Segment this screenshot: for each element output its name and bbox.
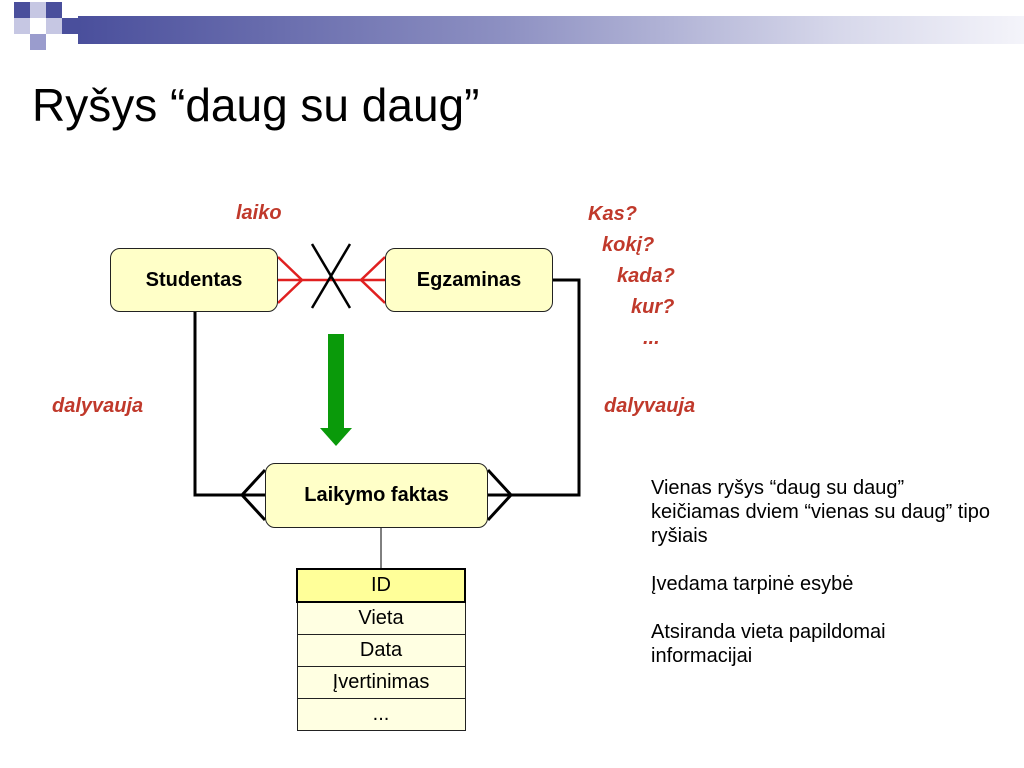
deleted-relation-cross bbox=[312, 244, 350, 308]
note-paragraph: Įvedama tarpinė esybė bbox=[651, 573, 854, 595]
relation-label-dalyvauja-left: dalyvauja bbox=[52, 395, 144, 417]
question-item: ... bbox=[643, 327, 660, 349]
note-paragraph: Vienas ryšys “daug su daug” keičiamas dviem “vienas su daug” tipo ryšiais bbox=[651, 477, 991, 547]
link-egzaminas-faktas bbox=[488, 280, 579, 520]
attribute-cell: Vieta bbox=[297, 602, 465, 635]
table-row bbox=[297, 699, 465, 731]
attribute-table bbox=[296, 568, 466, 731]
relation-label-laiko: laiko bbox=[236, 202, 282, 224]
question-item: kur? bbox=[631, 296, 675, 318]
slide-title: Ryšys “daug su daug” bbox=[32, 79, 480, 131]
question-item: Kas? bbox=[588, 203, 637, 225]
relation-label-dalyvauja-right: dalyvauja bbox=[604, 395, 696, 417]
transform-arrow-icon bbox=[320, 334, 352, 446]
entity-egzaminas bbox=[385, 248, 553, 312]
note-paragraph: Atsiranda vieta papildomai informacijai bbox=[651, 621, 886, 667]
link-studentas-faktas bbox=[195, 312, 265, 520]
attribute-primary-key: ID bbox=[297, 569, 465, 602]
entity-egzaminas-label: Egzaminas bbox=[416, 268, 522, 291]
explanation-notes bbox=[651, 476, 991, 692]
entity-studentas-label: Studentas bbox=[145, 268, 243, 291]
table-row bbox=[297, 635, 465, 667]
entity-studentas bbox=[110, 248, 278, 312]
attribute-cell: Įvertinimas bbox=[297, 667, 465, 699]
attribute-cell: Data bbox=[297, 635, 465, 667]
attribute-cell: ... bbox=[297, 699, 465, 731]
table-row bbox=[297, 667, 465, 699]
many-to-many-link bbox=[278, 257, 385, 303]
entity-laikymo-faktas-label: Laikymo faktas bbox=[304, 484, 449, 506]
table-row bbox=[297, 602, 465, 635]
question-item: kada? bbox=[617, 265, 675, 287]
table-row bbox=[297, 569, 465, 602]
entity-laikymo-faktas bbox=[265, 463, 488, 528]
question-item: kokį? bbox=[602, 234, 655, 256]
